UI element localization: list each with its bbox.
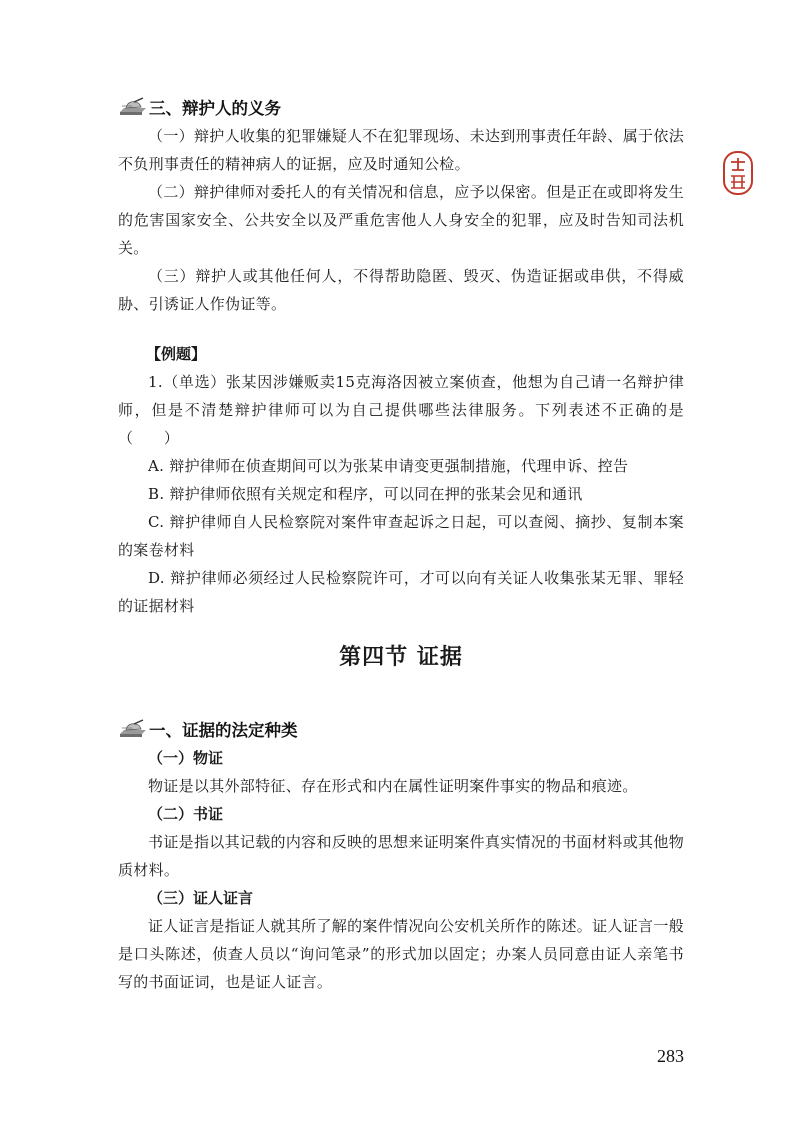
section-title: 三、辩护人的义务 bbox=[149, 99, 281, 118]
subsection-heading: （二）书证 bbox=[148, 805, 224, 823]
page-number: 283 bbox=[657, 1046, 684, 1066]
example-title: 【例题】 bbox=[146, 345, 207, 363]
section-title: 一、证据的法定种类 bbox=[149, 721, 298, 740]
example-option: A. 辩护律师在侦查期间可以为张某申请变更强制措施，代理申诉、控告 bbox=[148, 457, 629, 475]
main-content bbox=[118, 92, 684, 996]
section-heading bbox=[118, 92, 684, 122]
paragraph: 证人证言是指证人就其所了解的案件情况向公安机关所作的陈述。证人证言一般是口头陈述，侦查人员以“询问笔录”的形式加以固定；办案人员同意由证人亲笔书写的书面证词，也是证人证言。 bbox=[118, 917, 684, 991]
hand-writing-icon bbox=[118, 97, 148, 117]
example-question: 1.（单选）张某因涉嫌贩卖15克海洛因被立案侦查，他想为自己请一名辩护律师，但是不清楚辩护律师可以为自己提供哪些法律服务。下列表述不正确的是（ ） bbox=[118, 373, 684, 447]
section-heading bbox=[118, 714, 684, 744]
subsection-heading: （一）物证 bbox=[148, 749, 224, 767]
example-option: C. 辩护律师自人民检察院对案件审查起诉之日起，可以查阅、摘抄、复制本案的案卷材料 bbox=[118, 513, 684, 559]
subsection-heading: （三）证人证言 bbox=[148, 889, 254, 907]
hand-writing-icon bbox=[118, 719, 148, 739]
paragraph: （二）辩护律师对委托人的有关情况和信息，应予以保密。但是正在或即将发生的危害国家安全、公共安全以及严重危害他人人身安全的犯罪，应及时告知司法机关。 bbox=[118, 183, 684, 257]
paragraph: （三）辩护人或其他任何人，不得帮助隐匿、毁灭、伪造证据或串供，不得威胁、引诱证人作伪证等。 bbox=[118, 267, 684, 313]
example-option: B. 辩护律师依照有关规定和程序，可以同在押的张某会见和通讯 bbox=[148, 485, 583, 503]
example-option: D. 辩护律师必须经过人民检察院许可，才可以向有关证人收集张某无罪、罪轻的证据材料 bbox=[118, 569, 684, 615]
publisher-seal-icon bbox=[722, 150, 754, 196]
chapter-title: 第四节 证据 bbox=[339, 645, 463, 670]
paragraph: 物证是以其外部特征、存在形式和内在属性证明案件事实的物品和痕迹。 bbox=[148, 777, 638, 795]
paragraph: （一）辩护人收集的犯罪嫌疑人不在犯罪现场、未达到刑事责任年龄、属于依法不负刑事责任的精神病人的证据，应及时通知公检。 bbox=[118, 127, 684, 173]
paragraph: 书证是指以其记载的内容和反映的思想来证明案件真实情况的书面材料或其他物质材料。 bbox=[118, 833, 684, 879]
